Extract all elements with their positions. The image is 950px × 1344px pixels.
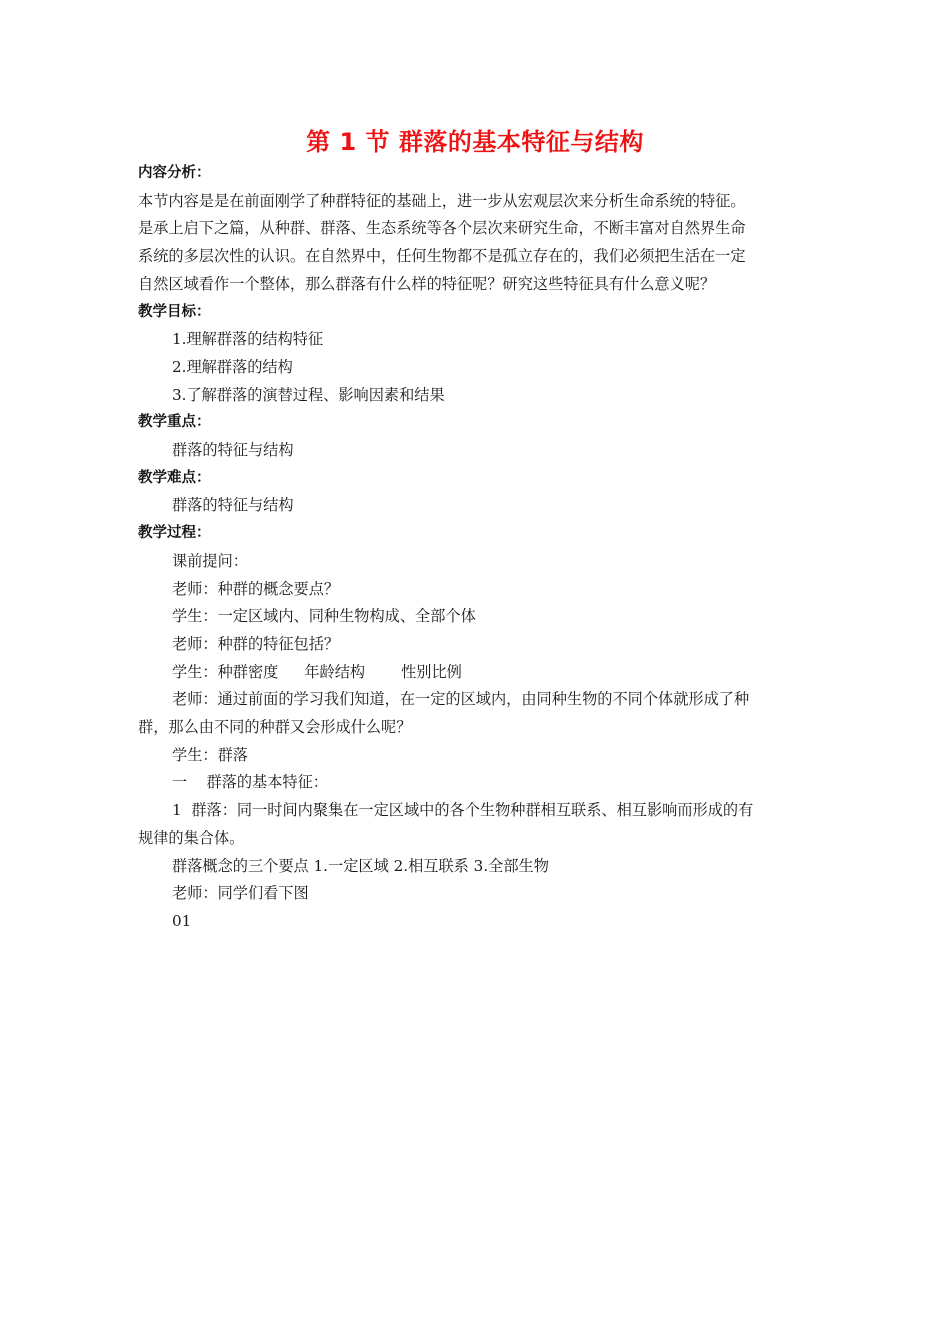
difficulties-text: 群落的特征与结构 bbox=[172, 496, 294, 515]
teacher-line: 老师：种群的特征包括？ bbox=[172, 634, 340, 653]
objective-item: 1.理解群落的结构特征 bbox=[172, 330, 324, 349]
teacher-line: 老师：通过前面的学习我们知道，在一定的区域内，由同种生物的不同个体就形成了种 bbox=[172, 690, 750, 709]
key-points-text: 群落的特征与结构 bbox=[172, 441, 294, 460]
figure-reference: 01 bbox=[172, 911, 192, 930]
key-points-heading: 教学重点： bbox=[138, 414, 211, 431]
objective-item: 2.理解群落的结构 bbox=[172, 357, 293, 376]
page-title: 第 1 节 群落的基本特征与结构 bbox=[306, 128, 644, 156]
objective-item: 3.了解群落的演替过程、影响因素和结果 bbox=[172, 385, 445, 404]
content-analysis-line: 是承上启下之篇，从种群、群落、生态系统等各个层次来研究生命，不断丰富对自然界生命 bbox=[138, 219, 746, 238]
student-line: 学生：一定区域内、同种生物构成、全部个体 bbox=[172, 607, 476, 626]
student-answer-b: 年龄结构 bbox=[304, 662, 366, 681]
student-answer-a: 学生：种群密度 bbox=[172, 662, 279, 681]
teacher-line: 老师：种群的概念要点？ bbox=[172, 579, 340, 598]
content-analysis-heading: 内容分析： bbox=[138, 165, 211, 181]
content-analysis-line: 系统的多层次性的认识。在自然界中，任何生物都不是孤立存在的，我们必须把生活在一定 bbox=[138, 247, 746, 266]
definition-line: 1 群落：同一时间内聚集在一定区域中的各个生物种群相互联系、相互影响而形成的有 bbox=[172, 801, 754, 820]
content-analysis-line: 自然区域看作一个整体，那么群落有什么样的特征呢？研究这些特征具有什么意义呢？ bbox=[138, 274, 716, 293]
teacher-line-continued: 群，那么由不同的种群又会形成什么呢？ bbox=[138, 718, 412, 737]
teacher-line: 老师：同学们看下图 bbox=[172, 884, 309, 903]
student-line: 学生：群落 bbox=[172, 745, 248, 764]
document-body bbox=[138, 160, 816, 936]
student-line bbox=[138, 659, 816, 687]
student-answer-c: 性别比例 bbox=[401, 662, 462, 681]
pre-question: 课前提问： bbox=[172, 551, 248, 570]
objectives-heading: 教学目标： bbox=[138, 303, 211, 320]
process-heading: 教学过程： bbox=[138, 525, 211, 542]
content-analysis-line: 本节内容是是在前面刚学了种群特征的基础上，进一步从宏观层次来分析生命系统的特征。 bbox=[138, 191, 746, 210]
section-heading: 一 群落的基本特征： bbox=[172, 773, 328, 792]
concept-points: 群落概念的三个要点 1.一定区域 2.相互联系 3.全部生物 bbox=[172, 856, 549, 875]
definition-line-continued: 规律的集合体。 bbox=[138, 828, 245, 847]
difficulties-heading: 教学难点： bbox=[138, 469, 211, 486]
